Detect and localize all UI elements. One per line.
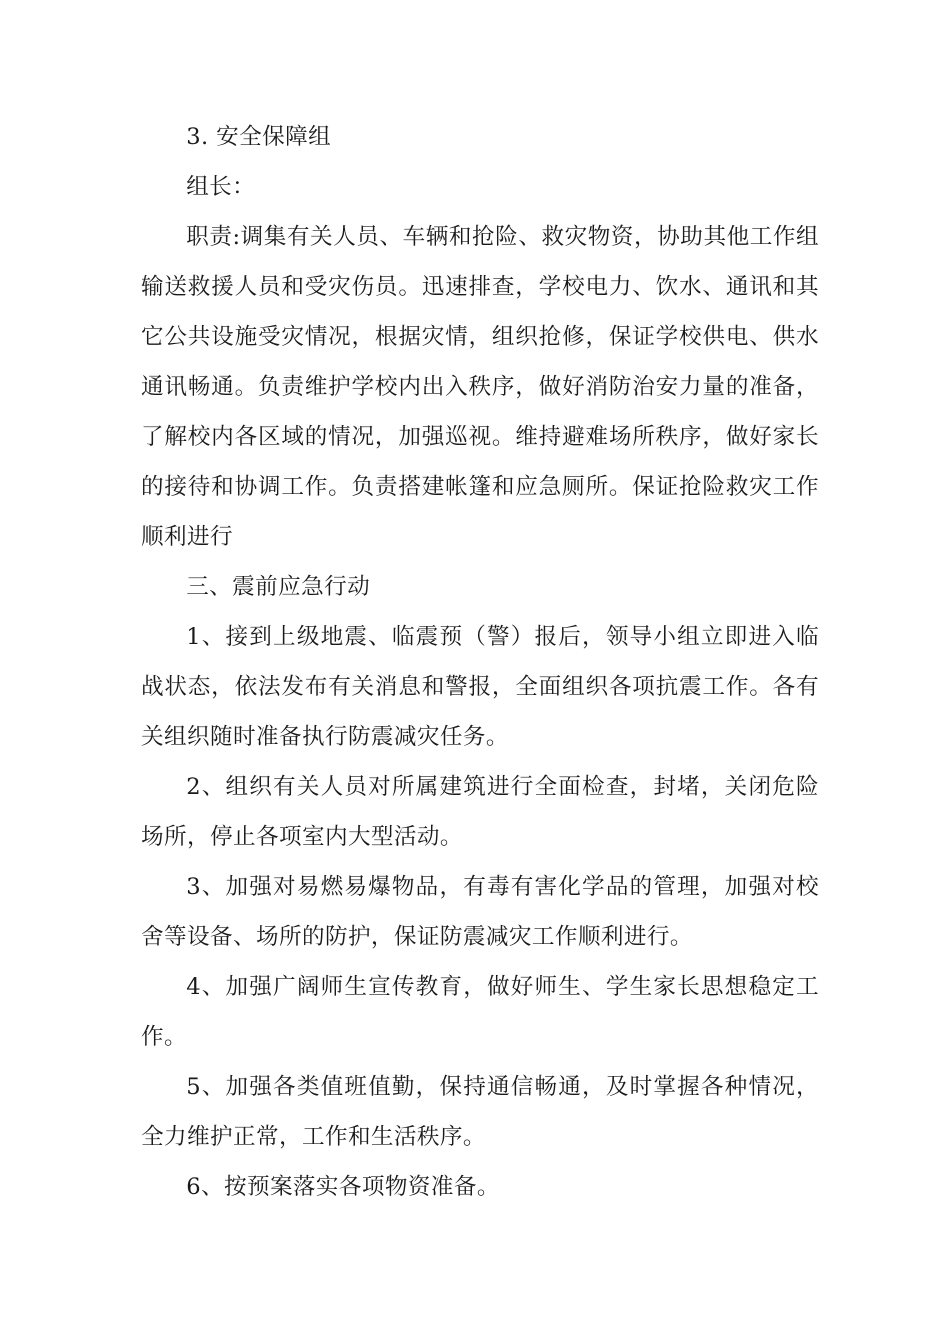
section-heading-pre-earthquake: 三、震前应急行动 [186,574,371,600]
list-item-2: 2、组织有关人员对所属建筑进行全面检查，封堵，关闭危险场所，停止各项室内大型活动。 [141,774,819,850]
list-item-5: 5、加强各类值班值勤，保持通信畅通，及时掌握各种情况，全力维护正常，工作和生活秩序。 [141,1074,819,1150]
list-item-6: 6、按预案落实各项物资准备。 [186,1174,500,1200]
document-body [141,112,819,1212]
list-item-3: 3、加强对易燃易爆物品，有毒有害化学品的管理，加强对校舍等设备、场所的防护，保证防震减灾工作顺利进行。 [141,874,819,950]
list-item-1: 1、接到上级地震、临震预（警）报后，领导小组立即进入临战状态，依法发布有关消息和警报，全面组织各项抗震工作。各有关组织随时准备执行防震减灾任务。 [141,624,819,750]
list-item-4: 4、加强广阔师生宣传教育，做好师生、学生家长思想稳定工作。 [141,974,819,1050]
group-leader-line: 组长： [186,174,256,200]
section-heading-security-group: 3. 安全保障组 [186,124,332,150]
duties-paragraph: 职责:调集有关人员、车辆和抢险、救灾物资，协助其他工作组输送救援人员和受灾伤员。迅速排查，学校电力、饮水、通讯和其它公共设施受灾情况，根据灾情，组织抢修，保证学校供电、供水通讯畅通。负责维护学校内出入秩序，做好消防治安力量的准备，了解校内各区域的情况，加强巡视。维持避难场所秩序，做好家长的接待和协调工作。负责搭建帐篷和应急厕所。保证抢险救灾工作顺利进行 [141,224,819,550]
